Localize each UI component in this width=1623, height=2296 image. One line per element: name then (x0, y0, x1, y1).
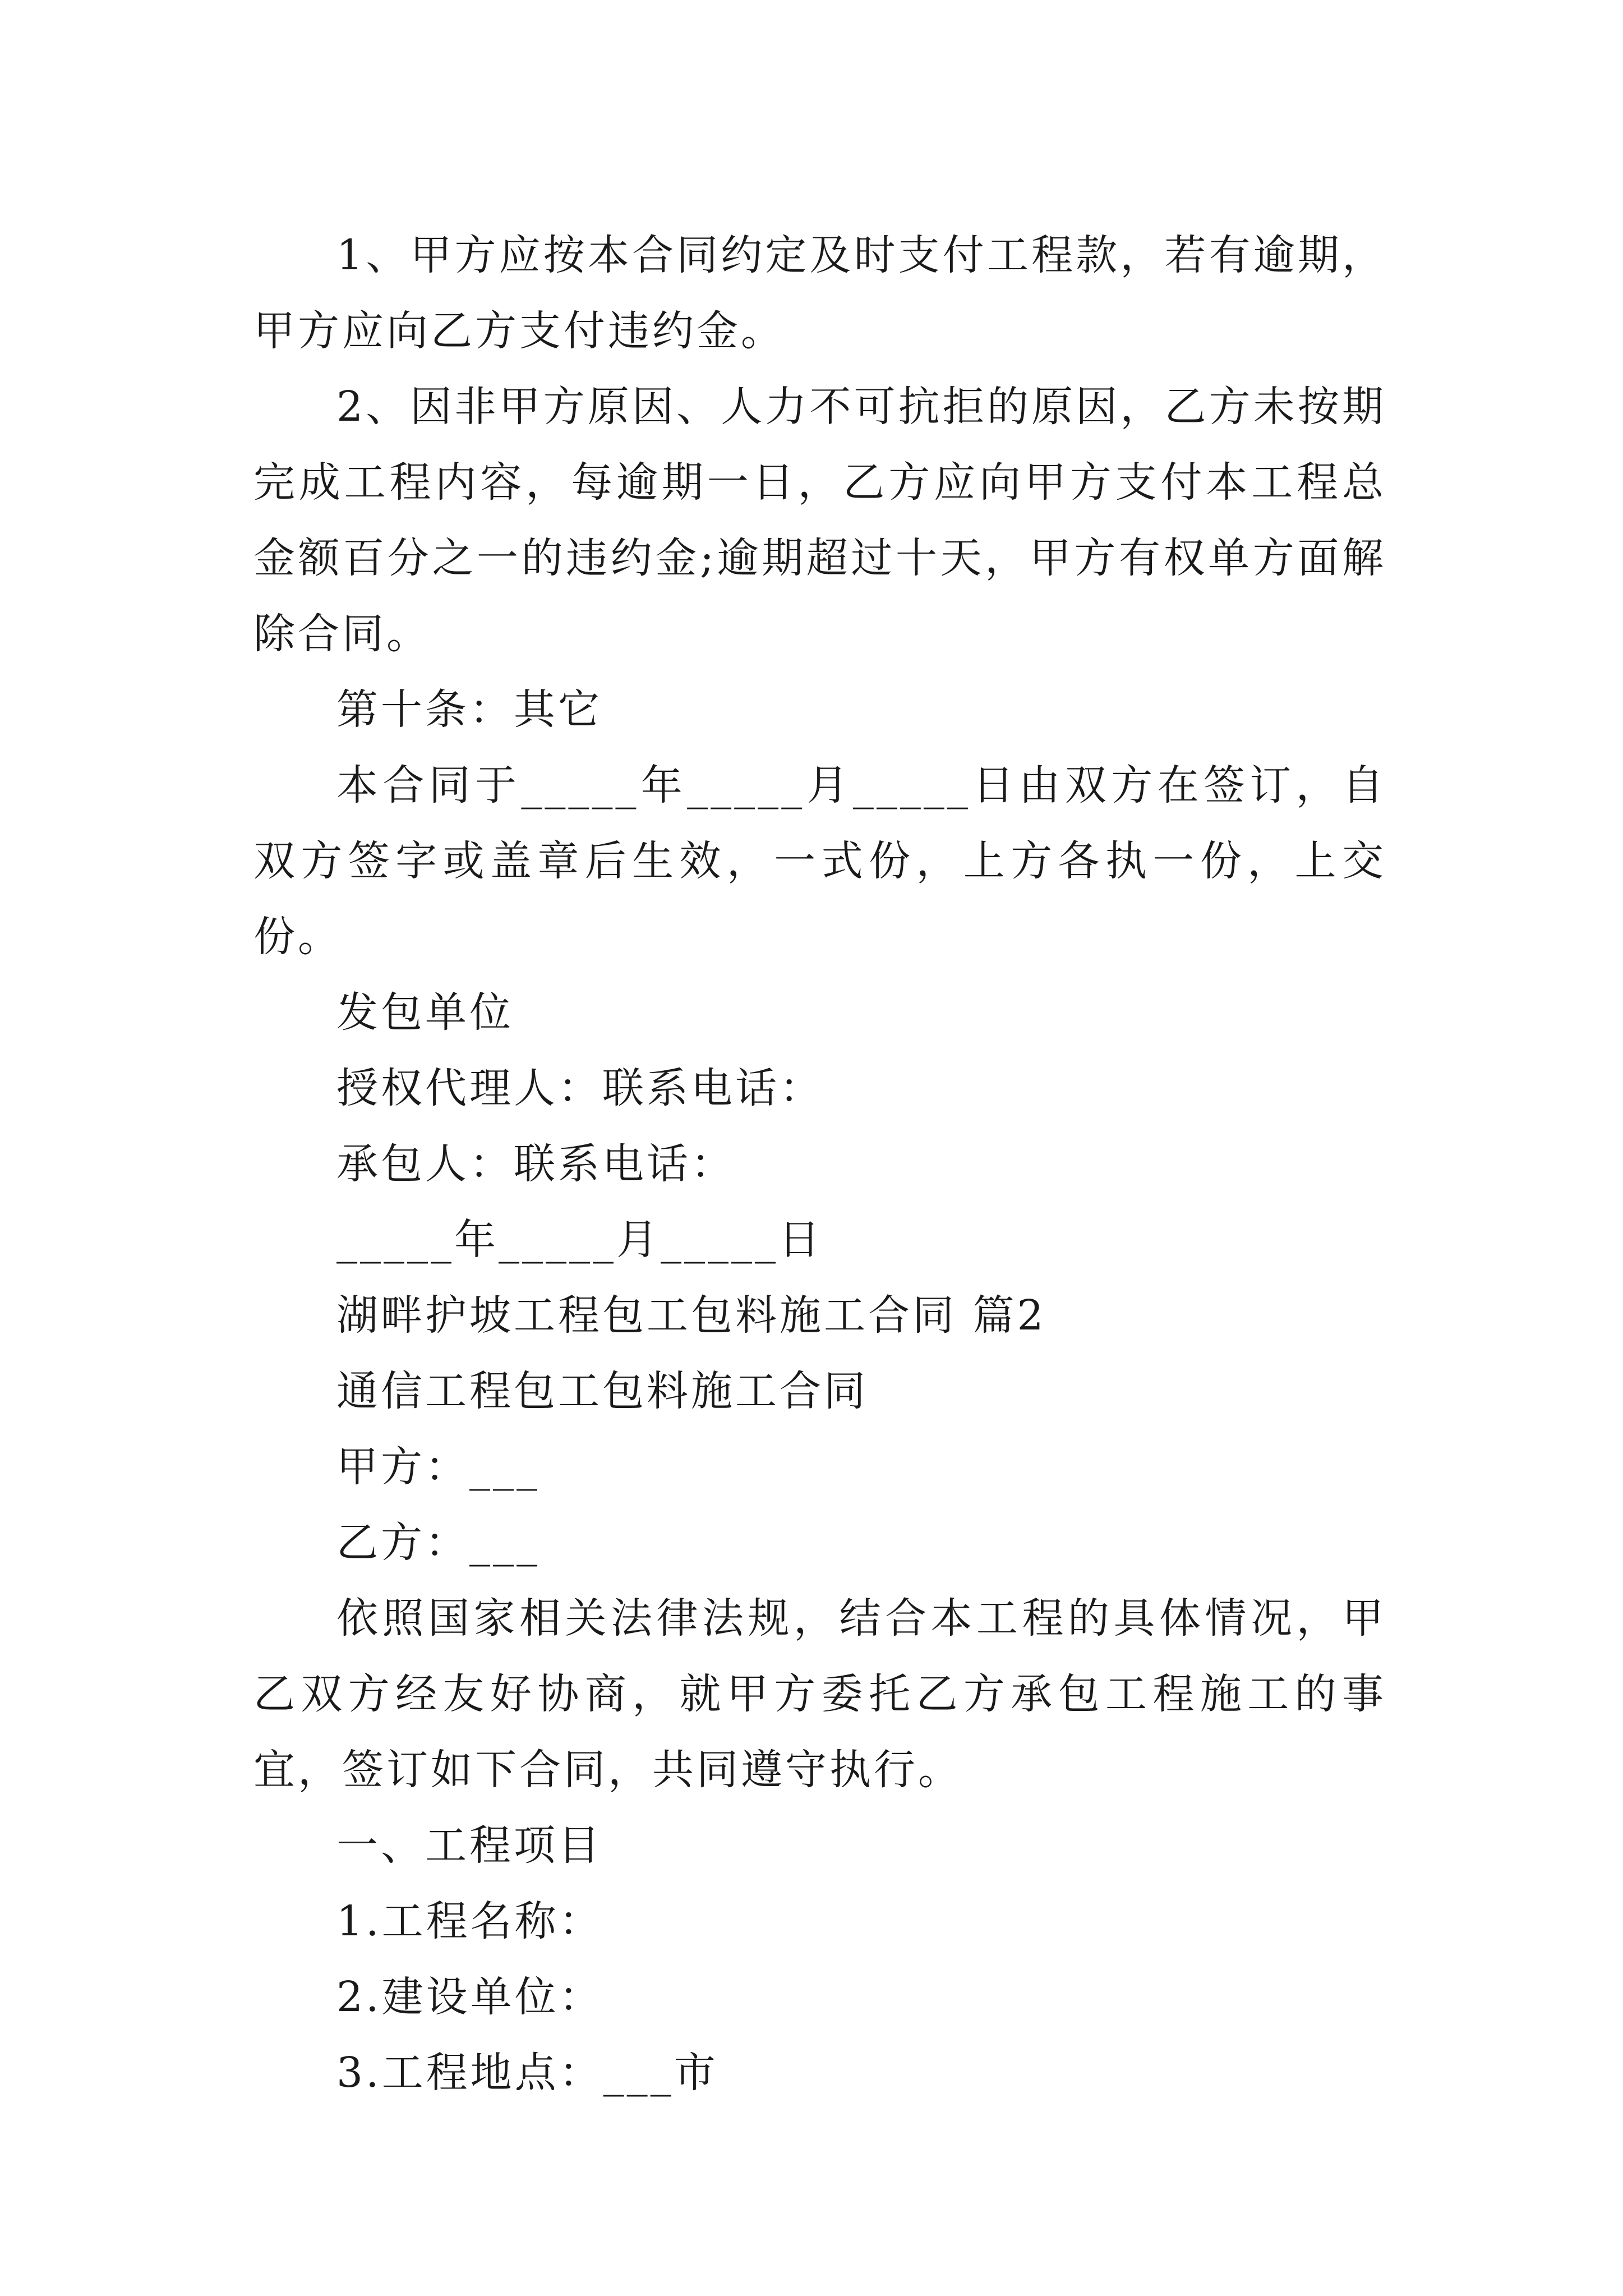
party-line: 甲方：___ (336, 1443, 540, 1491)
contract-title: 通信工程包工包料施工合同 (336, 1367, 868, 1415)
section-heading: 一、工程项目 (336, 1821, 602, 1870)
clause-paragraph: 依照国家相关法律法规，结合本工程的具体情况，甲乙双方经友好协商，就甲方委托乙方承包工程施工的事宜，签订如下合同，共同遵守执行。 (253, 1594, 1386, 1794)
clause-paragraph: 本合同于_____年_____月_____日由双方在签订，自双方签字或盖章后生效，一式份，上方各执一份，上交份。 (253, 761, 1386, 961)
date-line: _____年_____月_____日 (336, 1216, 823, 1264)
list-item: 3.工程地点：___市 (336, 2049, 718, 2097)
list-item: 2.建设单位： (336, 1973, 603, 2021)
clause-paragraph: 1、甲方应按本合同约定及时支付工程款，若有逾期，甲方应向乙方支付违约金。 (253, 231, 1386, 355)
list-item: 1.工程名称： (336, 1897, 603, 1945)
document-title: 湖畔护坡工程包工包料施工合同 篇2 (336, 1291, 1046, 1340)
signature-line: 授权代理人：联系电话： (336, 1064, 824, 1112)
document-body (253, 218, 1386, 2111)
signature-line: 发包单位 (336, 988, 514, 1037)
clause-paragraph: 2、因非甲方原因、人力不可抗拒的原因，乙方未按期完成工程内容，每逾期一日，乙方应向甲方支付本工程总金额百分之一的违约金;逾期超过十天，甲方有权单方面解除合同。 (253, 383, 1386, 658)
signature-line: 承包人：联系电话： (336, 1140, 735, 1188)
section-heading: 第十条：其它 (336, 685, 602, 734)
party-line: 乙方：___ (336, 1519, 540, 1567)
